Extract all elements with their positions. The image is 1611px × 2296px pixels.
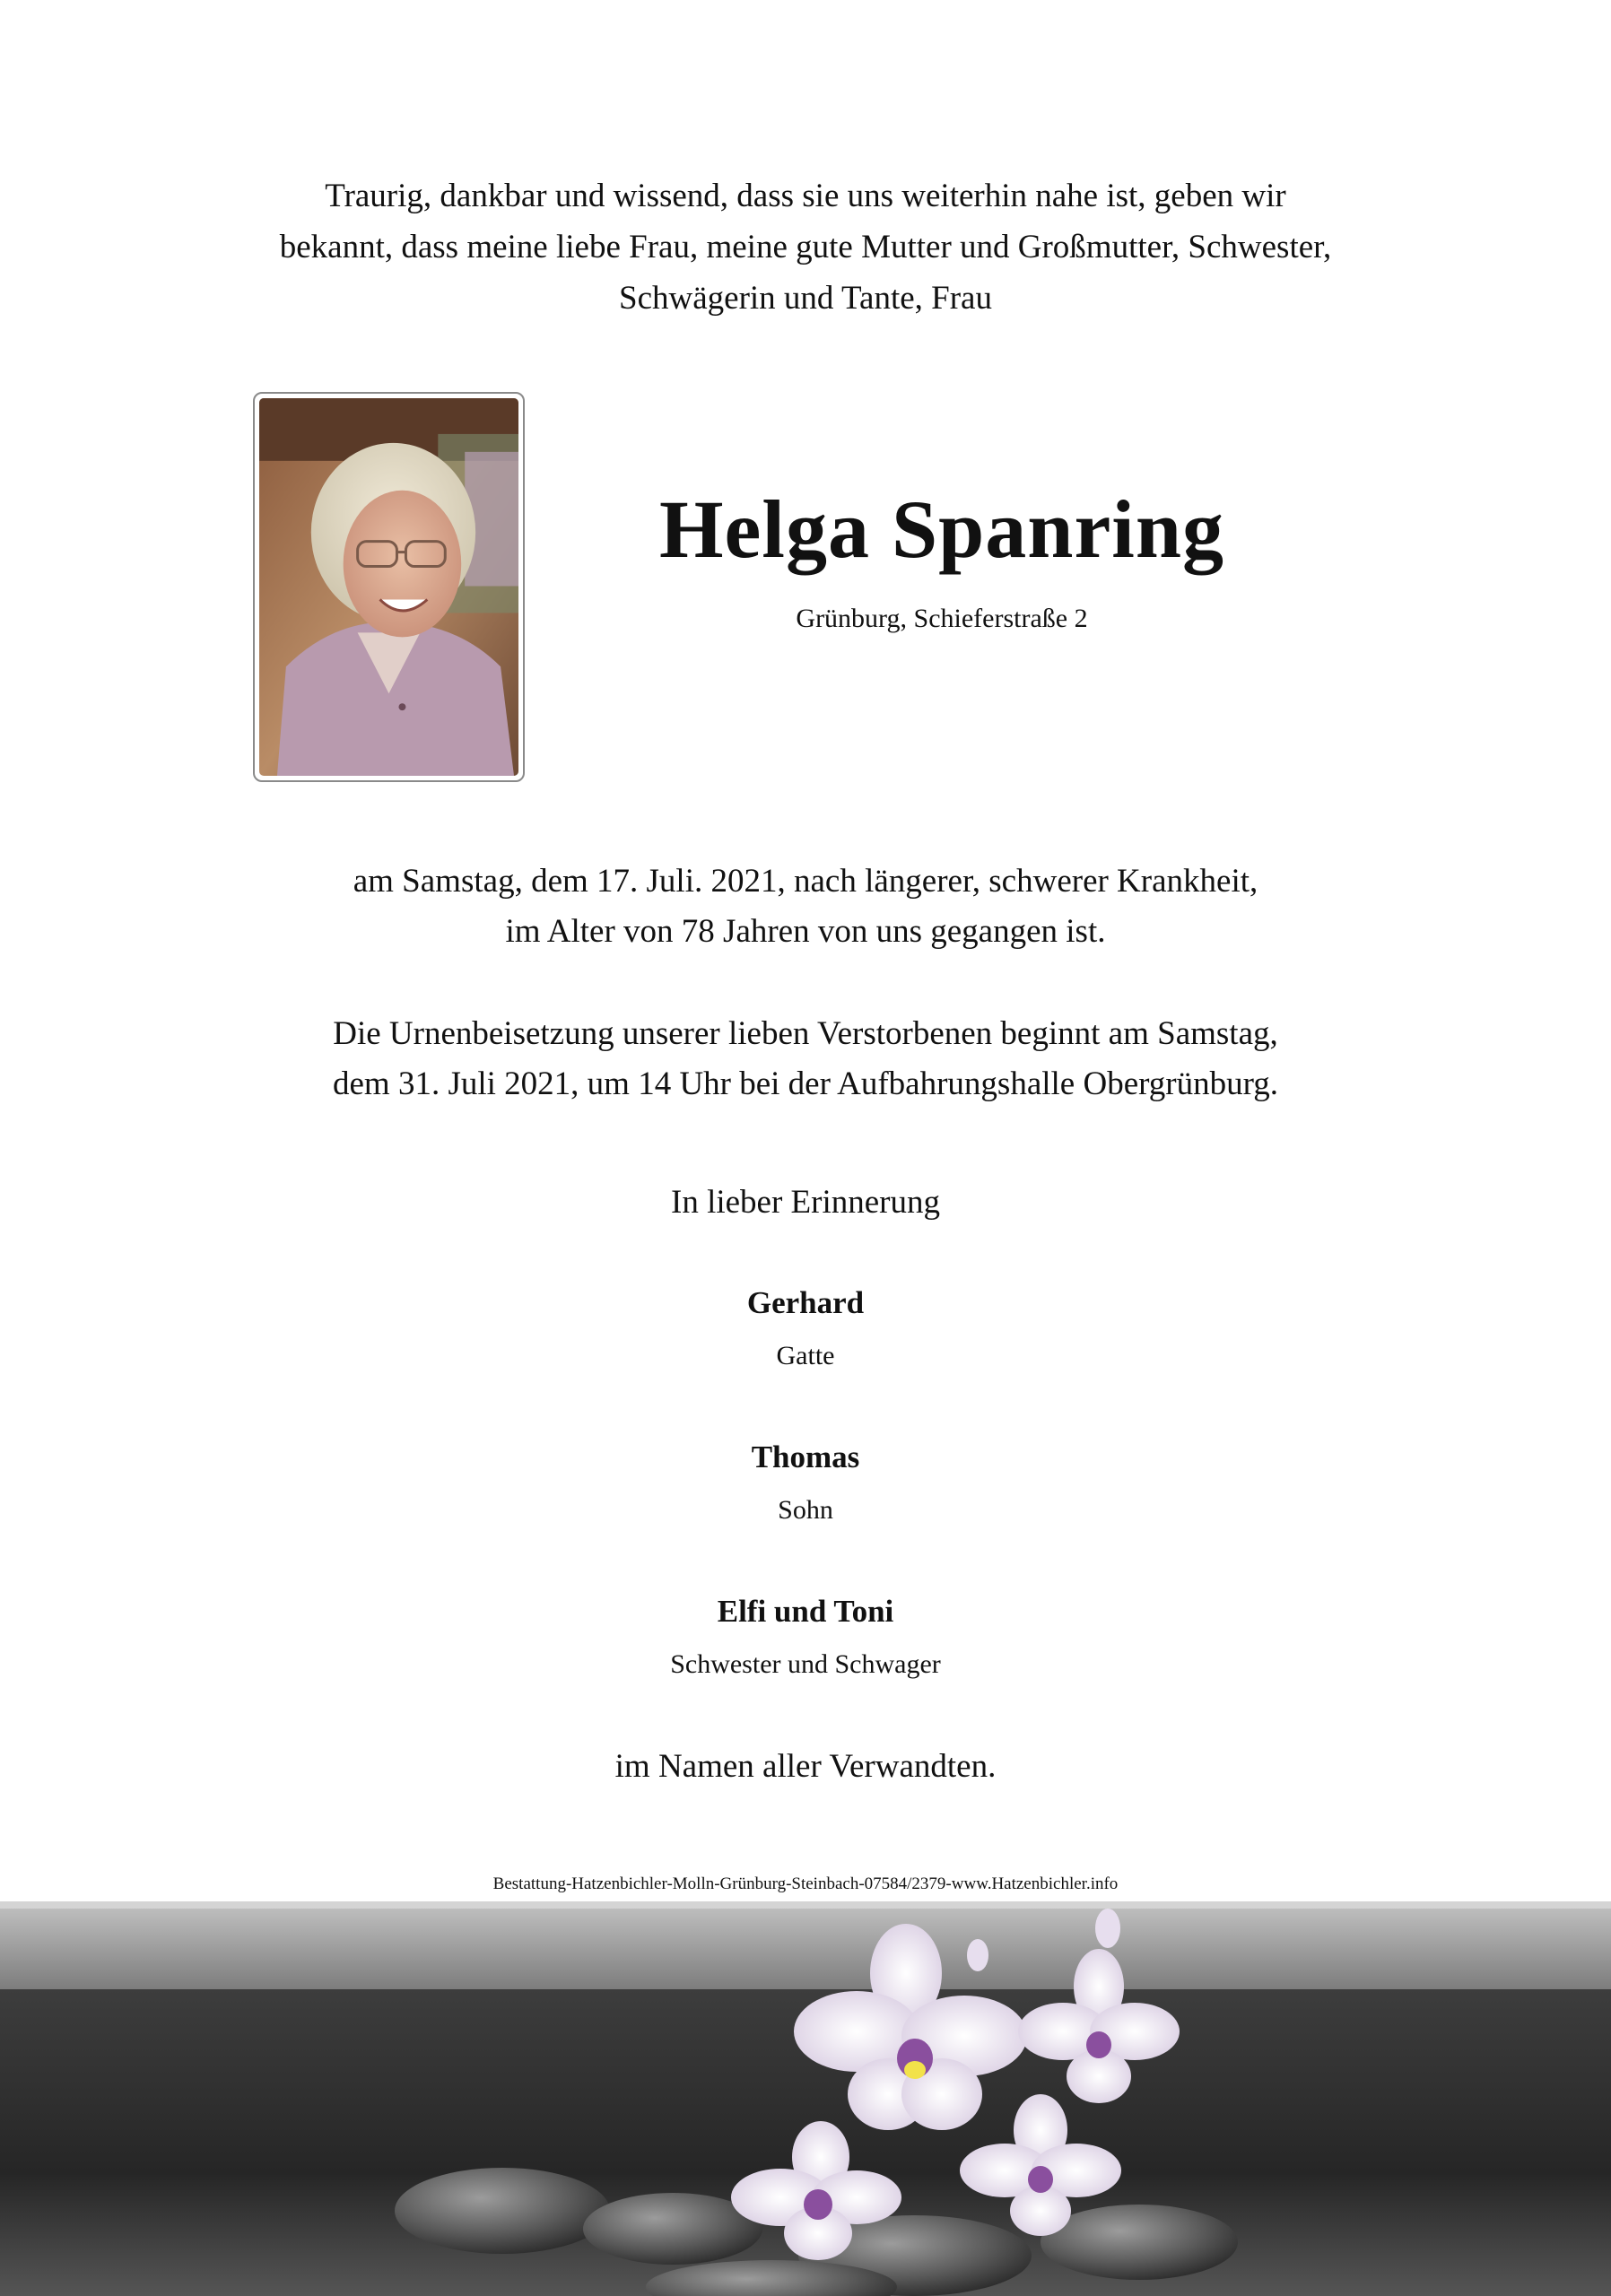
ceremony-line-1: Die Urnenbeisetzung unserer lieben Verstorbenen beginnt am Samstag,	[333, 1015, 1278, 1052]
ceremony-text	[0, 1009, 1611, 1109]
passing-line-2: im Alter von 78 Jahren von uns gegangen ist.	[505, 913, 1106, 950]
memory-text: In lieber Erinnerung	[671, 1184, 940, 1221]
portrait-photo	[259, 398, 518, 776]
intro-line-2: bekannt, dass meine liebe Frau, meine gute Mutter und Großmutter, Schwester,	[279, 229, 1332, 265]
ceremony-line-2: dem 31. Juli 2021, um 14 Uhr bei der Aufbahrungshalle Obergrünburg.	[333, 1065, 1278, 1102]
relative-name: Gerhard	[746, 1285, 865, 1320]
intro-text	[0, 170, 1611, 324]
intro-line-3: Schwägerin und Tante, Frau	[619, 280, 992, 317]
passing-text	[0, 857, 1611, 957]
footer-text: Bestattung-Hatzenbichler-Molln-Grünburg-Steinbach-07584/2379-www.Hatzenbichler.info	[492, 1874, 1119, 1893]
orchid-stones-decoration	[0, 1901, 1611, 2296]
closing-text: im Namen aller Verwandten.	[614, 1748, 997, 1785]
stone-shape	[395, 2168, 610, 2254]
passing-line-1: am Samstag, dem 17. Juli. 2021, nach längerer, schwerer Krankheit,	[353, 863, 1258, 900]
deceased-address: Grünburg, Schieferstraße 2	[796, 604, 1088, 633]
intro-line-1: Traurig, dankbar und wissend, dass sie uns weiterhin nahe ist, geben wir	[325, 178, 1286, 214]
relative-name: Elfi und Toni	[717, 1594, 894, 1629]
relative-role: Sohn	[778, 1495, 833, 1525]
portrait-frame	[253, 392, 525, 782]
deceased-name: Helga Spanring	[658, 483, 1224, 575]
relative-role: Schwester und Schwager	[670, 1649, 941, 1679]
relative-role: Gatte	[776, 1341, 835, 1370]
relative-name: Thomas	[751, 1439, 860, 1474]
